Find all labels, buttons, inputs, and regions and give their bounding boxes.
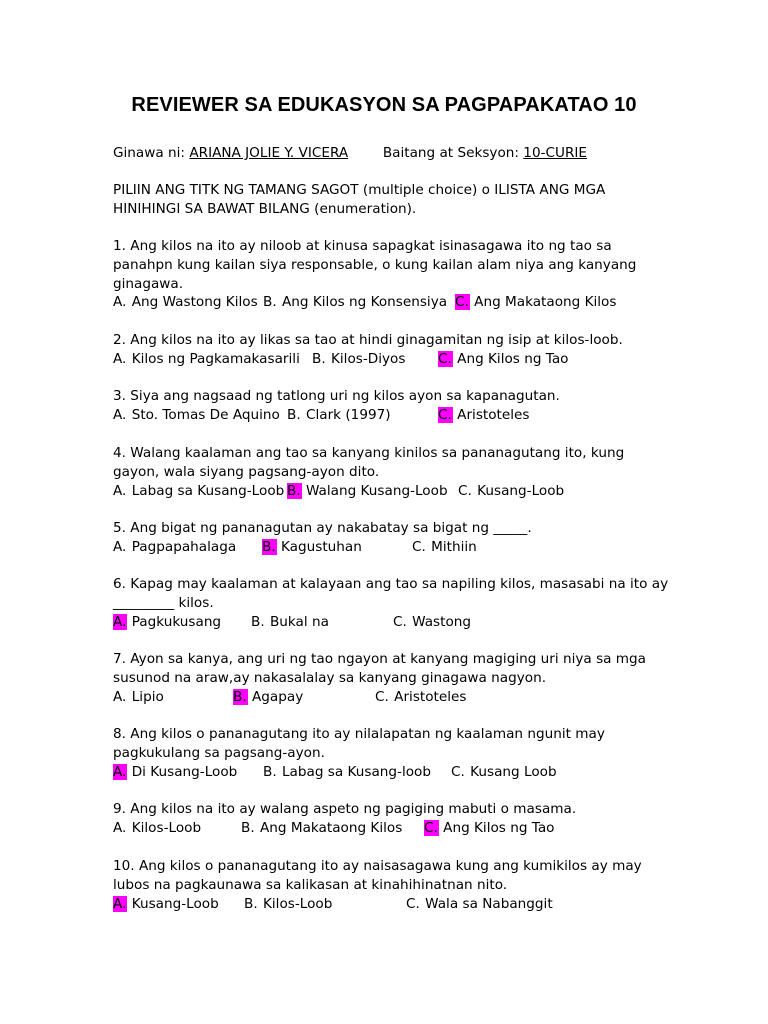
question-6	[113, 575, 673, 632]
instructions-line-2: HINIHINGI SA BAWAT BILANG (enumeration).	[113, 201, 417, 217]
question-text: 10. Ang kilos o pananagutang ito ay naisasagawa kung ang kumikilos ay may	[113, 858, 642, 874]
option-b	[312, 350, 405, 369]
option-text: Kilos ng Pagkamakasarili	[131, 350, 300, 367]
choices	[113, 763, 673, 782]
question-text: 2. Ang kilos na ito ay likas sa tao at hindi ginagamitan ng isip at kilos-loob.	[113, 332, 623, 348]
question-text: susunod na araw,ay nakasalalay sa kanyang ginagawa nagyon.	[113, 669, 547, 686]
answer-highlight: B.	[233, 688, 247, 705]
option-c-answer	[455, 293, 616, 312]
option-text: Kusang-Loob	[131, 895, 219, 912]
question-text: 7. Ayon sa kanya, ang uri ng tao ngayon at kanyang magiging uri niya sa mga	[113, 651, 647, 667]
question-text: panahpn kung kailan siya responsable, o kung kailan alam niya ang kanyang	[113, 256, 637, 273]
question-text: ginagawa.	[113, 275, 184, 292]
question-text: gayon, wala siyang pagsang-ayon dito.	[113, 463, 380, 480]
answer-highlight: C.	[438, 350, 452, 367]
option-a	[113, 538, 236, 557]
question-2	[113, 331, 673, 369]
question-9	[113, 800, 673, 838]
answer-highlight: C.	[438, 406, 452, 423]
document-title: REVIEWER SA EDUKASYON SA PAGPAPAKATAO 10	[131, 94, 637, 116]
answer-highlight: C.	[424, 819, 438, 836]
author-label: Ginawa ni:	[113, 145, 185, 161]
choices	[113, 350, 673, 369]
choices	[113, 293, 673, 312]
option-letter: A.	[113, 819, 127, 836]
option-b	[244, 895, 332, 914]
option-letter: B.	[263, 763, 277, 780]
option-text: Wastong	[412, 613, 472, 630]
option-text: Labag sa Kusang-loob	[281, 763, 431, 780]
answer-highlight: C.	[455, 294, 469, 311]
option-letter: A.	[113, 406, 127, 423]
question-text: pagkukulang sa pagsang-ayon.	[113, 744, 325, 761]
question-text: 1. Ang kilos na ito ay niloob at kinusa sapagkat isinasagawa ito ng tao sa	[113, 238, 612, 254]
option-a	[113, 293, 258, 312]
option-c	[375, 688, 466, 707]
option-text: Labag sa Kusang-Loob	[131, 482, 285, 499]
question-3	[113, 387, 673, 425]
author-name: ARIANA JOLIE Y. VICERA	[189, 145, 349, 161]
option-letter: B.	[241, 819, 255, 836]
option-text: Di Kusang-Loob	[131, 763, 238, 780]
option-a	[113, 350, 300, 369]
option-b	[263, 763, 431, 782]
option-text: Aristoteles	[394, 688, 467, 705]
question-text: 8. Ang kilos o pananagutang ito ay nilalapatan ng kaalaman ngunit may	[113, 726, 605, 742]
option-a-answer	[113, 895, 219, 914]
option-letter: B.	[263, 294, 277, 311]
answer-highlight: A.	[113, 613, 127, 630]
answer-highlight: A.	[113, 763, 127, 780]
option-text: Kilos-Loob	[131, 819, 202, 836]
option-c-answer	[438, 406, 529, 425]
question-text: 3. Siya ang nagsaad ng tatlong uri ng kilos ayon sa kapanagutan.	[113, 388, 560, 404]
option-b	[251, 613, 329, 632]
option-a-answer	[113, 613, 221, 632]
option-c	[412, 538, 477, 557]
option-b	[287, 406, 391, 425]
option-c	[458, 482, 564, 501]
option-text: Kusang Loob	[470, 763, 557, 780]
option-letter: A.	[113, 482, 127, 499]
option-c-answer	[424, 819, 554, 838]
option-a	[113, 688, 164, 707]
option-text: Kusang-Loob	[477, 482, 565, 499]
option-a	[113, 819, 201, 838]
option-letter: A.	[113, 294, 127, 311]
grade-label: Baitang at Seksyon:	[382, 145, 519, 161]
option-text: Bukal na	[269, 613, 329, 630]
option-text: Pagpapahalaga	[131, 538, 237, 555]
option-text: Mithiin	[431, 538, 477, 555]
option-letter: B.	[312, 350, 326, 367]
answer-highlight: B.	[262, 538, 276, 555]
option-text: Aristoteles	[457, 406, 530, 423]
option-letter: A.	[113, 350, 127, 367]
choices	[113, 482, 673, 501]
question-text: 6. Kapag may kaalaman at kalayaan ang tao sa napiling kilos, masasabi na ito ay	[113, 576, 669, 592]
option-text: Kilos-Diyos	[330, 350, 406, 367]
option-a	[113, 406, 280, 425]
answer-highlight: B.	[287, 482, 301, 499]
question-text: _________ kilos.	[113, 594, 214, 611]
option-letter: C.	[393, 613, 407, 630]
question-5	[113, 519, 673, 557]
option-c	[393, 613, 471, 632]
option-b-answer	[233, 688, 303, 707]
grade-value: 10-CURIE	[523, 145, 587, 161]
question-text: 4. Walang kaalaman ang tao sa kanyang kinilos sa pananagutang ito, kung	[113, 445, 625, 461]
option-letter: C.	[375, 688, 389, 705]
option-text: Walang Kusang-Loob	[305, 482, 448, 499]
option-text: Kilos-Loob	[262, 895, 333, 912]
question-text: 9. Ang kilos na ito ay walang aspeto ng pagiging mabuti o masama.	[113, 801, 577, 817]
option-text: Clark (1997)	[305, 406, 391, 423]
option-letter: A.	[113, 688, 127, 705]
option-text: Wala sa Nabanggit	[425, 895, 553, 912]
question-7	[113, 650, 673, 707]
option-letter: C.	[406, 895, 420, 912]
answer-highlight: A.	[113, 895, 127, 912]
option-text: Ang Wastong Kilos	[131, 294, 258, 311]
question-8	[113, 725, 673, 782]
question-text: 5. Ang bigat ng pananagutan ay nakabatay sa bigat ng _____.	[113, 520, 532, 536]
option-letter: C.	[458, 482, 472, 499]
option-text: Lipio	[131, 688, 164, 705]
choices	[113, 819, 673, 838]
question-4	[113, 444, 673, 501]
option-text: Ang Kilos ng Tao	[457, 350, 569, 367]
choices	[113, 406, 673, 425]
option-letter: A.	[113, 538, 127, 555]
option-letter: C.	[451, 763, 465, 780]
option-b-answer	[287, 482, 448, 501]
option-c-answer	[438, 350, 568, 369]
question-10	[113, 857, 673, 914]
option-letter: B.	[251, 613, 265, 630]
option-b	[241, 819, 402, 838]
option-letter: B.	[244, 895, 258, 912]
option-c	[406, 895, 553, 914]
option-letter: C.	[412, 538, 426, 555]
option-text: Agapay	[251, 688, 304, 705]
option-text: Ang Kilos ng Konsensiya	[281, 294, 448, 311]
question-text: lubos na pagkaunawa sa kalikasan at kinahihinatnan nito.	[113, 876, 508, 893]
option-a-answer	[113, 763, 237, 782]
choices	[113, 895, 673, 914]
option-letter: B.	[287, 406, 301, 423]
choices	[113, 688, 673, 707]
option-text: Ang Makataong Kilos	[259, 819, 403, 836]
option-b	[263, 293, 447, 312]
question-1	[113, 237, 673, 312]
option-a	[113, 482, 284, 501]
choices	[113, 613, 673, 632]
choices	[113, 538, 673, 557]
option-text: Ang Makataong Kilos	[474, 294, 617, 311]
option-b-answer	[262, 538, 362, 557]
option-text: Sto. Tomas De Aquino	[131, 406, 280, 423]
option-c	[451, 763, 557, 782]
option-text: Pagkukusang	[131, 613, 222, 630]
instructions-line-1: PILIIN ANG TITK NG TAMANG SAGOT (multiple choice) o ILISTA ANG MGA	[113, 182, 606, 198]
author-line	[113, 144, 587, 163]
option-text: Ang Kilos ng Tao	[443, 819, 555, 836]
option-text: Kagustuhan	[280, 538, 362, 555]
